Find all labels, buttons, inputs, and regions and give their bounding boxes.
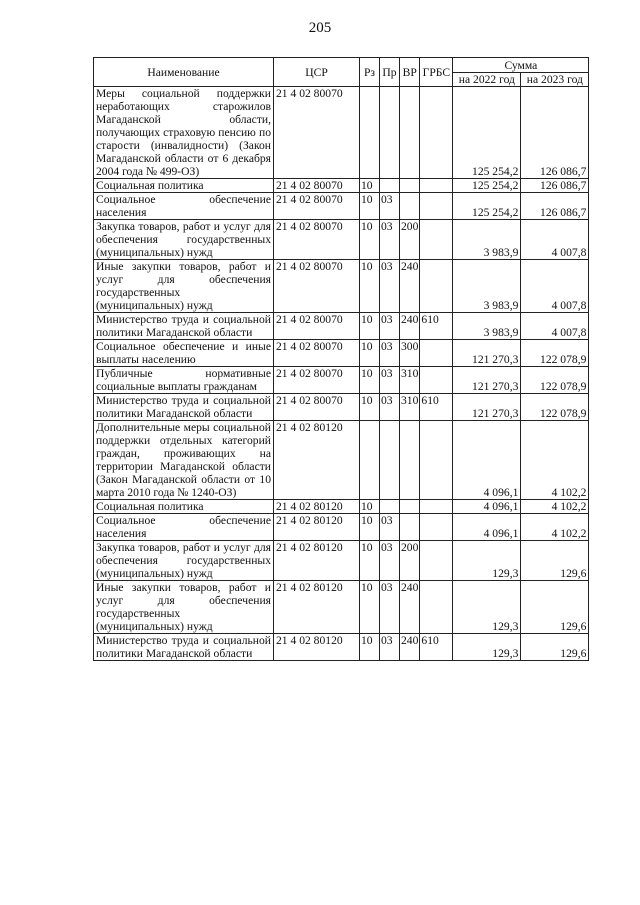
header-rz: Рз [360,58,380,87]
cell-csr: 21 4 02 80120 [274,581,360,634]
cell-y2022: 125 254,2 [453,193,521,220]
cell-name: Дополнительные меры социальной поддержки отдельных категорий граждан, проживающих на территории Магаданской области (Закон Магаданской области от 10 марта 2010 года № 1240-ОЗ) [94,421,274,500]
header-pr: Пр [380,58,400,87]
table-row [94,367,589,394]
cell-y2023: 122 078,9 [521,340,589,367]
cell-csr: 21 4 02 80070 [274,394,360,421]
cell-grbs [420,260,453,313]
table-row [94,340,589,367]
cell-y2022: 121 270,3 [453,367,521,394]
cell-vr [400,179,420,193]
cell-y2023: 129,6 [521,581,589,634]
cell-rz: 10 [360,193,380,220]
cell-rz: 10 [360,514,380,541]
cell-y2023: 4 007,8 [521,260,589,313]
cell-name: Иные закупки товаров, работ и услуг для обеспечения государственных (муниципальных) нужд [94,581,274,634]
cell-grbs [420,500,453,514]
cell-csr: 21 4 02 80070 [274,87,360,179]
cell-rz: 10 [360,260,380,313]
cell-name: Министерство труда и социальной политики Магаданской области [94,313,274,340]
cell-csr: 21 4 02 80070 [274,260,360,313]
cell-pr: 03 [380,394,400,421]
cell-grbs [420,220,453,260]
cell-rz [360,421,380,500]
cell-csr: 21 4 02 80070 [274,340,360,367]
cell-name: Социальное обеспечение и иные выплаты населению [94,340,274,367]
cell-csr: 21 4 02 80120 [274,541,360,581]
cell-y2022: 3 983,9 [453,313,521,340]
cell-csr: 21 4 02 80120 [274,634,360,661]
cell-grbs: 610 [420,313,453,340]
cell-name: Социальная политика [94,500,274,514]
header-vr: ВР [400,58,420,87]
cell-csr: 21 4 02 80120 [274,514,360,541]
cell-y2022: 121 270,3 [453,394,521,421]
cell-grbs [420,421,453,500]
cell-name: Иные закупки товаров, работ и услуг для обеспечения государственных (муниципальных) нужд [94,260,274,313]
cell-grbs [420,193,453,220]
cell-vr: 300 [400,340,420,367]
cell-y2022: 121 270,3 [453,340,521,367]
cell-csr: 21 4 02 80070 [274,367,360,394]
table-row [94,179,589,193]
cell-y2023: 129,6 [521,541,589,581]
table-row [94,87,589,179]
cell-y2023: 4 102,2 [521,514,589,541]
cell-name: Социальная политика [94,179,274,193]
cell-y2022: 4 096,1 [453,514,521,541]
cell-csr: 21 4 02 80070 [274,193,360,220]
cell-grbs: 610 [420,634,453,661]
cell-rz: 10 [360,340,380,367]
cell-grbs [420,541,453,581]
cell-csr: 21 4 02 80070 [274,220,360,260]
header-2022: на 2022 год [453,73,521,87]
table-row [94,220,589,260]
table-body [94,87,589,661]
cell-pr: 03 [380,260,400,313]
cell-name: Социальное обеспечение населения [94,193,274,220]
table-row [94,500,589,514]
cell-pr: 03 [380,634,400,661]
cell-rz: 10 [360,220,380,260]
cell-pr [380,179,400,193]
cell-name: Социальное обеспечение населения [94,514,274,541]
cell-name: Меры социальной поддержки неработающих старожилов Магаданской области, получающих страховую пенсию по старости (инвалидности) (Закон Магаданской области от 6 декабря 2004 года № 499-ОЗ) [94,87,274,179]
table-row [94,421,589,500]
cell-pr: 03 [380,367,400,394]
cell-vr: 200 [400,541,420,581]
cell-csr: 21 4 02 80070 [274,179,360,193]
cell-grbs [420,179,453,193]
cell-pr: 03 [380,541,400,581]
cell-y2022: 129,3 [453,581,521,634]
budget-table [93,57,589,661]
cell-rz: 10 [360,500,380,514]
cell-grbs [420,87,453,179]
cell-y2022: 129,3 [453,541,521,581]
cell-y2023: 4 102,2 [521,500,589,514]
cell-vr: 200 [400,220,420,260]
cell-y2022: 4 096,1 [453,500,521,514]
cell-rz: 10 [360,634,380,661]
cell-y2022: 129,3 [453,634,521,661]
cell-csr: 21 4 02 80120 [274,421,360,500]
cell-y2023: 126 086,7 [521,193,589,220]
cell-pr [380,87,400,179]
cell-vr [400,500,420,514]
cell-pr: 03 [380,313,400,340]
cell-rz: 10 [360,541,380,581]
cell-rz: 10 [360,394,380,421]
cell-vr [400,514,420,541]
header-grbs: ГРБС [420,58,453,87]
cell-y2023: 122 078,9 [521,394,589,421]
cell-y2023: 129,6 [521,634,589,661]
header-csr: ЦСР [274,58,360,87]
cell-grbs [420,367,453,394]
cell-vr: 240 [400,634,420,661]
cell-pr: 03 [380,581,400,634]
cell-name: Министерство труда и социальной политики Магаданской области [94,394,274,421]
cell-name: Закупка товаров, работ и услуг для обеспечения государственных (муниципальных) нужд [94,541,274,581]
cell-rz: 10 [360,581,380,634]
cell-grbs [420,581,453,634]
cell-y2023: 4 007,8 [521,220,589,260]
cell-y2022: 3 983,9 [453,220,521,260]
cell-pr [380,421,400,500]
table-row [94,541,589,581]
cell-grbs [420,340,453,367]
cell-vr: 310 [400,394,420,421]
cell-vr [400,87,420,179]
cell-pr: 03 [380,340,400,367]
cell-vr: 240 [400,581,420,634]
cell-rz: 10 [360,179,380,193]
cell-pr: 03 [380,220,400,260]
cell-rz: 10 [360,313,380,340]
cell-name: Закупка товаров, работ и услуг для обеспечения государственных (муниципальных) нужд [94,220,274,260]
cell-vr: 240 [400,313,420,340]
cell-y2023: 4 102,2 [521,421,589,500]
cell-y2022: 3 983,9 [453,260,521,313]
cell-vr: 240 [400,260,420,313]
table-row [94,514,589,541]
table-row [94,581,589,634]
header-sum: Сумма [453,58,589,73]
cell-pr: 03 [380,514,400,541]
cell-y2023: 122 078,9 [521,367,589,394]
table-row [94,313,589,340]
table-row [94,394,589,421]
cell-y2023: 126 086,7 [521,179,589,193]
cell-name: Министерство труда и социальной политики Магаданской области [94,634,274,661]
table-row [94,634,589,661]
cell-y2023: 4 007,8 [521,313,589,340]
cell-pr [380,500,400,514]
cell-rz: 10 [360,367,380,394]
cell-pr: 03 [380,193,400,220]
cell-y2022: 125 254,2 [453,87,521,179]
cell-csr: 21 4 02 80070 [274,313,360,340]
cell-vr [400,421,420,500]
cell-grbs [420,514,453,541]
header-2023: на 2023 год [521,73,589,87]
cell-vr: 310 [400,367,420,394]
cell-csr: 21 4 02 80120 [274,500,360,514]
header-name: Наименование [94,58,274,87]
cell-grbs: 610 [420,394,453,421]
cell-rz [360,87,380,179]
cell-y2022: 125 254,2 [453,179,521,193]
cell-y2023: 126 086,7 [521,87,589,179]
cell-y2022: 4 096,1 [453,421,521,500]
cell-name: Публичные нормативные социальные выплаты гражданам [94,367,274,394]
cell-vr [400,193,420,220]
table-row [94,260,589,313]
table-row [94,193,589,220]
page-number: 205 [308,20,332,36]
